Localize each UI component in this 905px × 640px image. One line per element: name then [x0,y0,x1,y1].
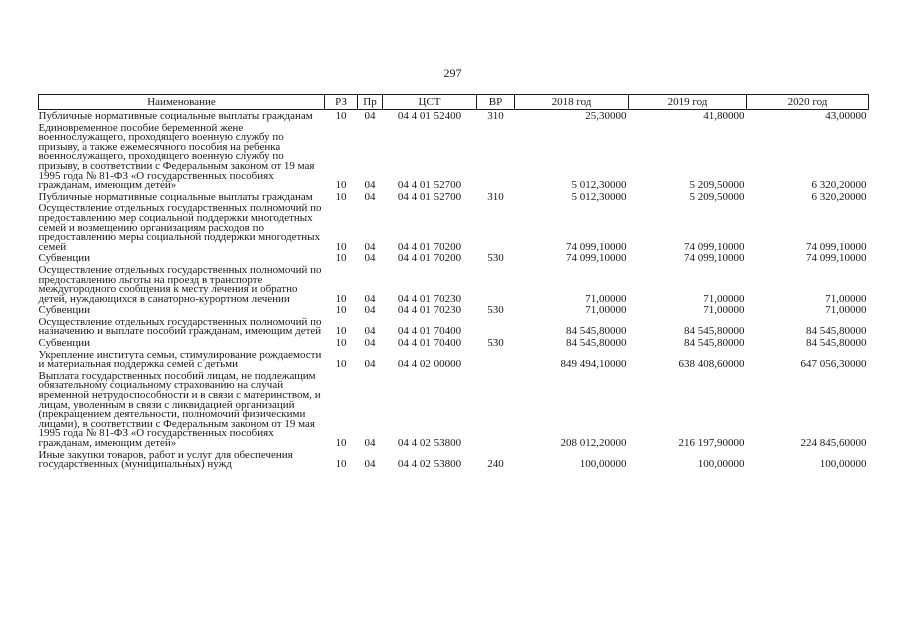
cell-rz: 10 [335,437,347,449]
cell-cst: 04 4 01 70400 [397,325,462,338]
header-year-2019: 2019 год [629,95,747,110]
cell-name: Выплата государственных пособий лицам, не подлежащим обязательному социальному страхованию на случай временной нетрудоспособности и в связи с материнством, и лицам, уволенным в связи с ликвидацией организаций (прекращением деятельности, полномочий физическими лицами), в соответствии с Федеральным законом от 19 мая 1995 года № 81-ФЗ «О государственных пособиях гражданам, имеющим детей» [38,369,321,449]
cell-pr: 04 [364,337,376,350]
cell-cst: 04 4 01 70230 [397,304,462,317]
cell-rz: 10 [335,190,347,203]
cell-2020: 74 099,10000 [806,240,867,253]
cell-vr [477,316,515,337]
table-row [39,122,869,191]
header-year-2020: 2020 год [747,95,869,110]
cell-cst: 04 4 01 70200 [397,240,462,253]
cell-name: Единовременное пособие беременной жене военнослужащего, проходящего военную службу по призыву, а также ежемесячного пособия на ребенка военнослужащего, проходящего военную службу по призыву, в соответствии с Федеральным законом от 19 мая 1995 года № 81-ФЗ «О государственных пособиях гражданам, имеющим детей» [38,121,315,192]
cell-name: Осуществление отдельных государственных полномочий по предоставлению льготы на проезд в транспорте междугородного сообщения к месту лечения и обратно детей, нуждающихся в санаторно-курортном лечении [38,263,322,305]
cell-cst: 04 4 01 70230 [397,292,462,305]
cell-name: Субвенции [38,304,91,317]
cell-vr: 530 [487,252,504,265]
cell-pr: 04 [364,458,376,471]
table-row [39,110,869,122]
header-pr: Пр [358,95,383,110]
cell-2019: 84 545,80000 [684,325,745,338]
table-row [39,264,869,304]
cell-vr [477,264,515,304]
page-number: 297 [443,66,462,80]
cell-2018: 71,00000 [585,304,627,317]
cell-2020: 71,00000 [825,304,867,317]
cell-2018: 5 012,30000 [571,179,627,192]
cell-pr: 04 [364,325,376,338]
cell-rz: 10 [335,252,347,265]
cell-name: Осуществление отдельных государственных полномочий по назначению и выплате пособий гражданам, имеющим детей [38,315,322,338]
cell-2020: 224 845,60000 [800,437,867,449]
cell-2019: 5 209,50000 [689,179,745,192]
cell-2020: 74 099,10000 [806,252,867,265]
table-row [39,449,869,470]
cell-vr: 240 [487,458,504,471]
table-row [39,304,869,316]
cell-2020: 6 320,20000 [811,179,867,192]
cell-pr: 04 [364,110,376,122]
cell-2018: 5 012,30000 [571,190,627,203]
cell-cst: 04 4 02 53800 [397,458,462,471]
cell-cst: 04 4 02 53800 [397,437,462,449]
cell-rz: 10 [335,179,347,192]
cell-2019: 216 197,90000 [678,437,745,449]
cell-2020: 84 545,80000 [806,337,867,350]
cell-cst: 04 4 01 52700 [397,190,462,203]
cell-2019: 84 545,80000 [684,337,745,350]
header-cst: ЦСТ [383,95,477,110]
table-header-row [39,95,869,110]
cell-name: Укрепление института семьи, стимулирование рождаемости и материальная поддержка семей с детьми [38,348,322,371]
cell-name: Публичные нормативные социальные выплаты гражданам [38,190,313,203]
cell-2019: 100,00000 [697,458,745,471]
cell-rz: 10 [335,110,347,122]
cell-2018: 74 099,10000 [566,240,627,253]
cell-vr [477,349,515,370]
cell-name: Иные закупки товаров, работ и услуг для обеспечения государственных (муниципальных) нужд [38,448,293,471]
cell-2019: 71,00000 [703,292,745,305]
cell-pr: 04 [364,437,376,449]
header-vr: ВР [477,95,515,110]
cell-vr [477,122,515,191]
cell-rz: 10 [335,358,347,371]
cell-cst: 04 4 01 70200 [397,252,462,265]
header-rz: РЗ [325,95,358,110]
header-name: Наименование [39,95,325,110]
cell-vr [477,202,515,252]
cell-name: Осуществление отдельных государственных полномочий по предоставлению мер социальной поддержки многодетных семей и возмещению организациям расходов по предоставлению меры социальной поддержки многодетных семей [38,202,322,253]
cell-rz: 10 [335,304,347,317]
cell-pr: 04 [364,240,376,253]
cell-cst: 04 4 01 52400 [397,110,462,122]
cell-vr: 310 [487,190,504,203]
cell-2020: 100,00000 [819,458,867,471]
budget-table [38,94,869,470]
cell-vr: 530 [487,337,504,350]
cell-2019: 41,80000 [703,110,745,122]
cell-2020: 43,00000 [825,110,867,122]
cell-2020: 71,00000 [825,292,867,305]
cell-2018: 84 545,80000 [566,337,627,350]
table-row [39,337,869,349]
cell-cst: 04 4 01 70400 [397,337,462,350]
cell-rz: 10 [335,292,347,305]
cell-2020: 6 320,20000 [811,190,867,203]
cell-2020: 647 056,30000 [800,358,867,371]
cell-pr: 04 [364,358,376,371]
cell-rz: 10 [335,240,347,253]
cell-rz: 10 [335,325,347,338]
cell-pr: 04 [364,179,376,192]
cell-2019: 74 099,10000 [684,252,745,265]
cell-2018: 208 012,20000 [560,437,627,449]
cell-name: Публичные нормативные социальные выплаты гражданам [38,110,313,122]
cell-2018: 74 099,10000 [566,252,627,265]
cell-pr: 04 [364,190,376,203]
cell-2018: 849 494,10000 [560,358,627,371]
table-row [39,191,869,203]
cell-2020: 84 545,80000 [806,325,867,338]
cell-cst: 04 4 01 52700 [397,179,462,192]
table-row [39,349,869,370]
table-row [39,316,869,337]
cell-pr: 04 [364,304,376,317]
cell-2018: 100,00000 [579,458,627,471]
cell-2018: 84 545,80000 [566,325,627,338]
cell-vr [477,370,515,449]
table-row [39,252,869,264]
cell-2018: 71,00000 [585,292,627,305]
cell-2019: 638 408,60000 [678,358,745,371]
cell-name: Субвенции [38,252,91,265]
cell-2019: 74 099,10000 [684,240,745,253]
table-row [39,370,869,449]
cell-pr: 04 [364,292,376,305]
cell-rz: 10 [335,337,347,350]
cell-pr: 04 [364,252,376,265]
cell-cst: 04 4 02 00000 [397,358,462,371]
table-row [39,202,869,252]
cell-rz: 10 [335,458,347,471]
table-body [39,110,869,470]
cell-vr: 530 [487,304,504,317]
cell-2019: 71,00000 [703,304,745,317]
cell-vr: 310 [487,110,504,122]
cell-2018: 25,30000 [585,110,627,122]
cell-name: Субвенции [38,337,91,350]
header-year-2018: 2018 год [515,95,629,110]
cell-2019: 5 209,50000 [689,190,745,203]
